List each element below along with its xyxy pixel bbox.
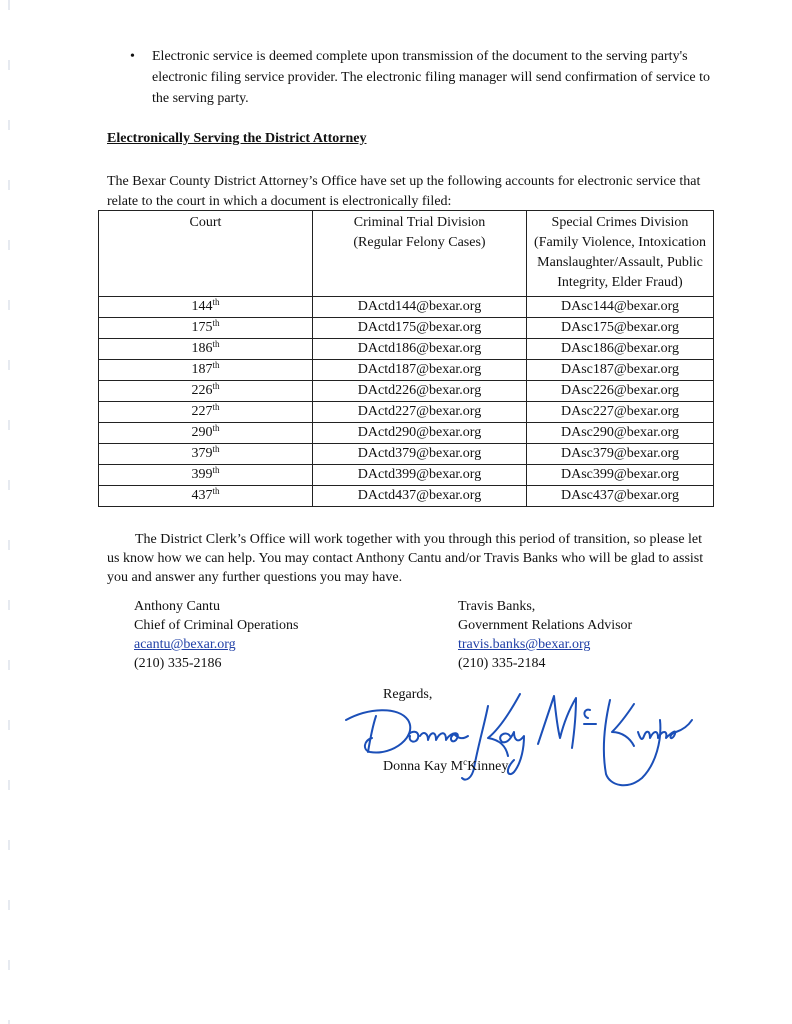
table-row	[99, 486, 714, 507]
signer-name: Donna Kay $M^cKinney$	[383, 757, 509, 774]
sc-email-cell: DAsc379@bexar.org	[527, 444, 714, 465]
sc-email-cell: DAsc187@bexar.org	[527, 360, 714, 381]
regards-text: Regards,	[383, 687, 433, 702]
sc-email-cell: DAsc144@bexar.org	[527, 297, 714, 318]
contact-block-banks	[458, 597, 632, 673]
header-criminal-trial-division: Criminal Trial Division (Regular Felony Cases)	[313, 211, 527, 297]
court-cell: 144th	[99, 297, 313, 318]
contact-name: Travis Banks,	[458, 599, 536, 614]
bullet-text: Electronic service is deemed complete upon transmission of the document to the serving party's electronic filing service provider. The electronic filing manager will send confirmation of service to the serving party.	[152, 49, 710, 106]
court-cell: 226th	[99, 381, 313, 402]
ctd-email-cell: DActd379@bexar.org	[313, 444, 527, 465]
intro-paragraph: The Bexar County District Attorney’s Office have set up the following accounts for electronic service that relate to the court in which a document is electronically filed:	[107, 174, 701, 209]
sc-email-cell: DAsc290@bexar.org	[527, 423, 714, 444]
bullet-icon: •	[130, 49, 135, 64]
table-row	[99, 402, 714, 423]
ctd-email-cell: DActd226@bexar.org	[313, 381, 527, 402]
bullet-paragraph	[132, 46, 722, 109]
ctd-email-cell: DActd399@bexar.org	[313, 465, 527, 486]
table-row	[99, 465, 714, 486]
contact-email-link[interactable]: travis.banks@bexar.org	[458, 637, 591, 652]
accounts-table	[98, 210, 714, 507]
ctd-email-cell: DActd144@bexar.org	[313, 297, 527, 318]
contact-title: Government Relations Advisor	[458, 618, 633, 633]
table-row	[99, 381, 714, 402]
table-header-row	[99, 211, 714, 297]
sc-email-cell: DAsc175@bexar.org	[527, 318, 714, 339]
table-row	[99, 360, 714, 381]
sc-email-cell: DAsc399@bexar.org	[527, 465, 714, 486]
handwritten-signature	[338, 686, 698, 796]
contact-email-link[interactable]: acantu@bexar.org	[134, 637, 236, 652]
table-row	[99, 339, 714, 360]
contact-phone: (210) 335-2184	[458, 656, 546, 671]
court-cell: 399th	[99, 465, 313, 486]
ctd-email-cell: DActd227@bexar.org	[313, 402, 527, 423]
court-cell: 186th	[99, 339, 313, 360]
sc-email-cell: DAsc437@bexar.org	[527, 486, 714, 507]
ctd-email-cell: DActd175@bexar.org	[313, 318, 527, 339]
header-special-crimes-division: Special Crimes Division (Family Violence, Intoxication Manslaughter/Assault, Public Integrity, Elder Fraud)	[527, 211, 714, 297]
scan-margin-marks	[8, 0, 10, 1024]
contact-title: Chief of Criminal Operations	[134, 618, 299, 633]
ctd-email-cell: DActd187@bexar.org	[313, 360, 527, 381]
sc-email-cell: DAsc226@bexar.org	[527, 381, 714, 402]
court-cell: 187th	[99, 360, 313, 381]
court-cell: 379th	[99, 444, 313, 465]
table-row	[99, 444, 714, 465]
contact-name: Anthony Cantu	[134, 599, 220, 614]
table-row	[99, 423, 714, 444]
header-court: Court	[99, 211, 313, 297]
section-heading: Electronically Serving the District Attorney	[107, 131, 367, 146]
contact-phone: (210) 335-2186	[134, 656, 222, 671]
sc-email-cell: DAsc227@bexar.org	[527, 402, 714, 423]
court-cell: 437th	[99, 486, 313, 507]
contact-block-cantu	[134, 597, 298, 673]
ctd-email-cell: DActd437@bexar.org	[313, 486, 527, 507]
ctd-email-cell: DActd290@bexar.org	[313, 423, 527, 444]
closing-paragraph: The District Clerk’s Office will work together with you through this period of transition, so please let us know how we can help. You may contact Anthony Cantu and/or Travis Banks who will be glad to assist you and answer any further questions you may have.	[107, 532, 704, 585]
court-cell: 290th	[99, 423, 313, 444]
court-cell: 227th	[99, 402, 313, 423]
sc-email-cell: DAsc186@bexar.org	[527, 339, 714, 360]
ctd-email-cell: DActd186@bexar.org	[313, 339, 527, 360]
court-cell: 175th	[99, 318, 313, 339]
table-row	[99, 318, 714, 339]
table-row	[99, 297, 714, 318]
